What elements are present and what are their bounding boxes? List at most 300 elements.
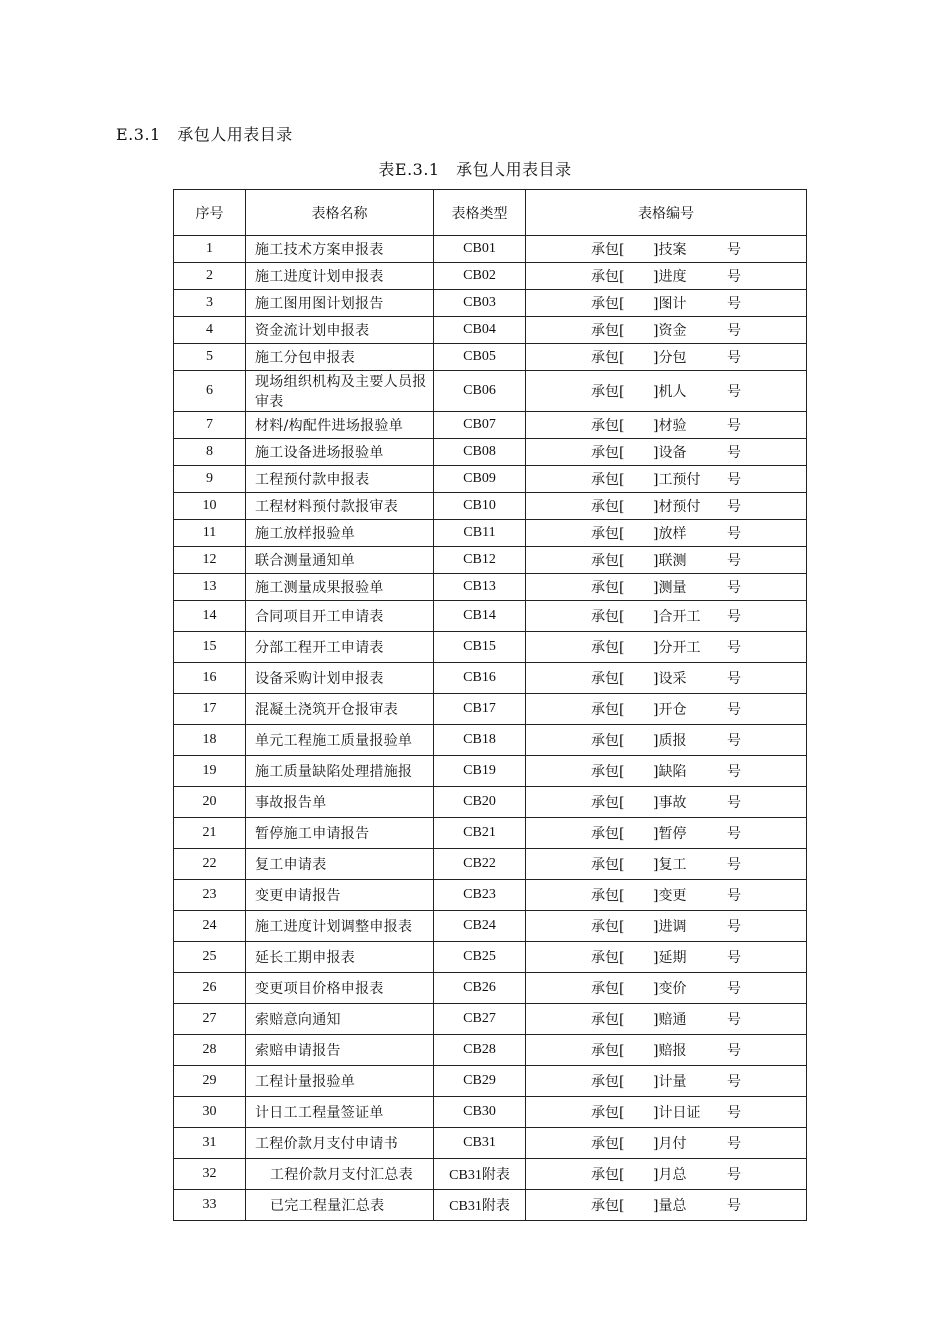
row-form-name: 施工进度计划申报表 (255, 269, 384, 285)
code-prefix: 承包[ (591, 553, 625, 569)
row-name-cell (246, 973, 434, 1004)
code-prefix: 承包[ (591, 580, 625, 596)
row-name-cell (246, 1066, 434, 1097)
row-form-code (526, 1097, 807, 1128)
row-form-name: 事故报告单 (255, 795, 327, 811)
code-abbreviation: ]月总 (653, 1167, 687, 1183)
code-prefix: 承包[ (591, 702, 625, 718)
row-form-name: 施工测量成果报验单 (255, 580, 384, 596)
row-form-code (526, 725, 807, 756)
code-prefix: 承包[ (591, 826, 625, 842)
row-name-cell (246, 236, 434, 263)
code-abbreviation: ]材验 (653, 418, 687, 434)
code-abbreviation: ]开仓 (653, 702, 687, 718)
row-form-name: 工程价款月支付申请书 (255, 1136, 398, 1152)
row-form-code (526, 849, 807, 880)
row-seq: 18 (174, 725, 246, 756)
row-name-cell (246, 694, 434, 725)
code-abbreviation: ]质报 (653, 733, 687, 749)
row-form-name: 混凝土浇筑开仓报审表 (255, 702, 398, 718)
row-seq: 11 (174, 520, 246, 547)
code-suffix: 号 (727, 553, 741, 569)
code-suffix: 号 (727, 580, 741, 596)
row-form-name: 合同项目开工申请表 (255, 609, 384, 625)
row-seq: 14 (174, 601, 246, 632)
row-name-cell (246, 263, 434, 290)
table-row (174, 818, 807, 849)
row-name-cell (246, 1035, 434, 1066)
row-form-type: CB10 (434, 493, 526, 520)
code-prefix: 承包[ (591, 418, 625, 434)
code-abbreviation: ]缺陷 (653, 764, 687, 780)
code-suffix: 号 (727, 888, 741, 904)
row-seq: 16 (174, 663, 246, 694)
code-prefix: 承包[ (591, 1136, 625, 1152)
contractor-forms-table (173, 189, 807, 1221)
row-form-type: CB17 (434, 694, 526, 725)
row-form-code (526, 371, 807, 412)
row-form-code (526, 574, 807, 601)
row-name-cell (246, 1097, 434, 1128)
row-seq: 20 (174, 787, 246, 818)
row-form-name: 分部工程开工申请表 (255, 640, 384, 656)
row-form-code (526, 787, 807, 818)
code-abbreviation: ]联测 (653, 553, 687, 569)
row-form-code (526, 818, 807, 849)
code-abbreviation: ]图计 (653, 296, 687, 312)
code-prefix: 承包[ (591, 857, 625, 873)
row-form-name: 工程价款月支付汇总表 (270, 1167, 413, 1183)
row-form-code (526, 694, 807, 725)
code-abbreviation: ]工预付 (653, 472, 701, 488)
table-row (174, 632, 807, 663)
table-row (174, 371, 807, 412)
table-row (174, 911, 807, 942)
row-name-cell (246, 787, 434, 818)
code-prefix: 承包[ (591, 919, 625, 935)
row-form-type: CB03 (434, 290, 526, 317)
row-seq: 1 (174, 236, 246, 263)
table-row (174, 493, 807, 520)
row-form-name: 材料/构配件进场报验单 (255, 418, 404, 434)
code-suffix: 号 (727, 526, 741, 542)
table-row (174, 263, 807, 290)
row-seq: 2 (174, 263, 246, 290)
row-seq: 17 (174, 694, 246, 725)
code-prefix: 承包[ (591, 526, 625, 542)
code-suffix: 号 (727, 795, 741, 811)
row-name-cell (246, 520, 434, 547)
row-form-name: 计日工工程量签证单 (255, 1105, 384, 1121)
table-row (174, 1066, 807, 1097)
row-form-name: 暂停施工申请报告 (255, 826, 370, 842)
row-form-code (526, 942, 807, 973)
row-form-type: CB30 (434, 1097, 526, 1128)
row-seq: 33 (174, 1190, 246, 1221)
row-name-cell (246, 880, 434, 911)
row-form-type: CB28 (434, 1035, 526, 1066)
row-form-type: CB01 (434, 236, 526, 263)
table-row (174, 942, 807, 973)
row-form-code (526, 973, 807, 1004)
code-prefix: 承包[ (591, 888, 625, 904)
row-form-type: CB12 (434, 547, 526, 574)
code-abbreviation: ]机人 (653, 384, 687, 400)
row-form-code (526, 263, 807, 290)
table-row (174, 880, 807, 911)
code-suffix: 号 (727, 418, 741, 434)
code-suffix: 号 (727, 296, 741, 312)
row-form-type: CB11 (434, 520, 526, 547)
row-form-code (526, 880, 807, 911)
row-form-type: CB02 (434, 263, 526, 290)
row-form-type: CB31附表 (434, 1159, 526, 1190)
code-suffix: 号 (727, 472, 741, 488)
code-prefix: 承包[ (591, 981, 625, 997)
row-seq: 31 (174, 1128, 246, 1159)
row-form-code (526, 493, 807, 520)
code-prefix: 承包[ (591, 1167, 625, 1183)
code-abbreviation: ]事故 (653, 795, 687, 811)
row-seq: 26 (174, 973, 246, 1004)
code-abbreviation: ]设采 (653, 671, 687, 687)
code-prefix: 承包[ (591, 609, 625, 625)
row-seq: 12 (174, 547, 246, 574)
row-form-name: 工程材料预付款报审表 (255, 499, 398, 515)
row-form-code (526, 1004, 807, 1035)
code-prefix: 承包[ (591, 242, 625, 258)
row-seq: 24 (174, 911, 246, 942)
code-prefix: 承包[ (591, 296, 625, 312)
code-suffix: 号 (727, 919, 741, 935)
row-name-cell (246, 493, 434, 520)
code-suffix: 号 (727, 1105, 741, 1121)
row-name-cell (246, 1190, 434, 1221)
header-name: 表格名称 (246, 190, 434, 236)
row-form-code (526, 439, 807, 466)
row-form-name: 索赔意向通知 (255, 1012, 341, 1028)
table-row (174, 1097, 807, 1128)
row-form-code (526, 290, 807, 317)
table-row (174, 290, 807, 317)
row-name-cell (246, 942, 434, 973)
table-row (174, 574, 807, 601)
row-form-name: 变更项目价格申报表 (255, 981, 384, 997)
row-form-name: 施工分包申报表 (255, 350, 356, 366)
table-row (174, 663, 807, 694)
row-name-cell (246, 1128, 434, 1159)
row-form-type: CB24 (434, 911, 526, 942)
row-form-type: CB07 (434, 412, 526, 439)
row-seq: 21 (174, 818, 246, 849)
row-form-code (526, 344, 807, 371)
code-prefix: 承包[ (591, 384, 625, 400)
row-seq: 8 (174, 439, 246, 466)
row-seq: 13 (174, 574, 246, 601)
row-form-type: CB25 (434, 942, 526, 973)
code-abbreviation: ]资金 (653, 323, 687, 339)
code-abbreviation: ]月付 (653, 1136, 687, 1152)
code-prefix: 承包[ (591, 640, 625, 656)
code-suffix: 号 (727, 269, 741, 285)
row-name-cell (246, 412, 434, 439)
row-form-code (526, 1190, 807, 1221)
code-prefix: 承包[ (591, 733, 625, 749)
row-seq: 4 (174, 317, 246, 344)
row-form-type: CB08 (434, 439, 526, 466)
table-row (174, 412, 807, 439)
row-seq: 23 (174, 880, 246, 911)
code-suffix: 号 (727, 384, 741, 400)
row-name-cell (246, 371, 434, 412)
row-form-type: CB31附表 (434, 1190, 526, 1221)
row-seq: 28 (174, 1035, 246, 1066)
code-suffix: 号 (727, 702, 741, 718)
row-form-type: CB21 (434, 818, 526, 849)
code-prefix: 承包[ (591, 795, 625, 811)
code-abbreviation: ]技案 (653, 242, 687, 258)
code-abbreviation: ]计日证 (653, 1105, 701, 1121)
code-suffix: 号 (727, 499, 741, 515)
code-abbreviation: ]测量 (653, 580, 687, 596)
row-form-name: 施工进度计划调整申报表 (255, 919, 413, 935)
code-abbreviation: ]变更 (653, 888, 687, 904)
row-form-name: 变更申请报告 (255, 888, 341, 904)
row-form-name: 施工技术方案申报表 (255, 242, 384, 258)
row-seq: 6 (174, 371, 246, 412)
row-form-name: 施工放样报验单 (255, 526, 356, 542)
code-abbreviation: ]暂停 (653, 826, 687, 842)
row-name-cell (246, 632, 434, 663)
row-form-type: CB26 (434, 973, 526, 1004)
row-form-name: 设备采购计划申报表 (255, 671, 384, 687)
code-abbreviation: ]赔通 (653, 1012, 687, 1028)
row-seq: 3 (174, 290, 246, 317)
code-prefix: 承包[ (591, 472, 625, 488)
table-row (174, 236, 807, 263)
code-abbreviation: ]分包 (653, 350, 687, 366)
header-seq: 序号 (174, 190, 246, 236)
row-name-cell (246, 663, 434, 694)
row-name-cell (246, 1004, 434, 1035)
code-abbreviation: ]分开工 (653, 640, 701, 656)
row-name-cell (246, 439, 434, 466)
row-form-type: CB16 (434, 663, 526, 694)
row-form-name: 联合测量通知单 (255, 553, 356, 569)
row-form-type: CB15 (434, 632, 526, 663)
row-form-type: CB06 (434, 371, 526, 412)
code-prefix: 承包[ (591, 1043, 625, 1059)
row-form-name: 工程预付款申报表 (255, 472, 370, 488)
code-abbreviation: ]设备 (653, 445, 687, 461)
code-abbreviation: ]材预付 (653, 499, 701, 515)
row-form-code (526, 520, 807, 547)
code-prefix: 承包[ (591, 1012, 625, 1028)
code-suffix: 号 (727, 733, 741, 749)
row-form-name: 单元工程施工质量报验单 (255, 733, 413, 749)
row-name-cell (246, 725, 434, 756)
row-name-cell (246, 317, 434, 344)
row-form-name: 复工申请表 (255, 857, 327, 873)
code-prefix: 承包[ (591, 499, 625, 515)
table-row (174, 439, 807, 466)
code-suffix: 号 (727, 1074, 741, 1090)
code-suffix: 号 (727, 671, 741, 687)
table-row (174, 787, 807, 818)
row-name-cell (246, 849, 434, 880)
row-name-cell (246, 756, 434, 787)
code-prefix: 承包[ (591, 764, 625, 780)
code-abbreviation: ]延期 (653, 950, 687, 966)
row-form-type: CB20 (434, 787, 526, 818)
row-form-code (526, 601, 807, 632)
row-form-code (526, 466, 807, 493)
table-caption: 表E.3.1 承包人用表目录 (378, 160, 572, 179)
row-form-code (526, 1128, 807, 1159)
row-form-code (526, 547, 807, 574)
code-suffix: 号 (727, 764, 741, 780)
row-form-type: CB09 (434, 466, 526, 493)
table-row (174, 725, 807, 756)
row-form-name: 施工质量缺陷处理措施报 (255, 764, 413, 780)
code-abbreviation: ]复工 (653, 857, 687, 873)
table-header-row (174, 190, 807, 236)
code-prefix: 承包[ (591, 269, 625, 285)
table-row (174, 466, 807, 493)
row-seq: 19 (174, 756, 246, 787)
code-abbreviation: ]计量 (653, 1074, 687, 1090)
row-seq: 10 (174, 493, 246, 520)
code-prefix: 承包[ (591, 1198, 625, 1214)
table-row (174, 973, 807, 1004)
row-seq: 30 (174, 1097, 246, 1128)
row-form-code (526, 1159, 807, 1190)
row-form-code (526, 632, 807, 663)
row-form-code (526, 663, 807, 694)
code-abbreviation: ]合开工 (653, 609, 701, 625)
row-seq: 25 (174, 942, 246, 973)
code-abbreviation: ]进调 (653, 919, 687, 935)
row-form-code (526, 911, 807, 942)
row-name-cell (246, 601, 434, 632)
row-seq: 9 (174, 466, 246, 493)
table-row (174, 849, 807, 880)
code-prefix: 承包[ (591, 671, 625, 687)
row-seq: 29 (174, 1066, 246, 1097)
row-form-name: 资金流计划申报表 (255, 323, 370, 339)
table-row (174, 1159, 807, 1190)
row-form-code (526, 317, 807, 344)
row-form-type: CB23 (434, 880, 526, 911)
row-seq: 5 (174, 344, 246, 371)
row-form-type: CB18 (434, 725, 526, 756)
row-name-cell (246, 466, 434, 493)
code-prefix: 承包[ (591, 950, 625, 966)
row-form-type: CB22 (434, 849, 526, 880)
row-name-cell (246, 574, 434, 601)
code-prefix: 承包[ (591, 445, 625, 461)
code-suffix: 号 (727, 826, 741, 842)
row-form-type: CB04 (434, 317, 526, 344)
code-prefix: 承包[ (591, 323, 625, 339)
row-form-type: CB27 (434, 1004, 526, 1035)
row-form-name: 施工设备进场报验单 (255, 445, 384, 461)
row-seq: 27 (174, 1004, 246, 1035)
code-suffix: 号 (727, 1167, 741, 1183)
code-suffix: 号 (727, 242, 741, 258)
row-form-name: 已完工程量汇总表 (270, 1198, 385, 1214)
row-form-code (526, 1066, 807, 1097)
row-form-name: 现场组织机构及主要人员报审表 (255, 374, 427, 410)
table-row (174, 547, 807, 574)
code-suffix: 号 (727, 1136, 741, 1152)
table-row (174, 756, 807, 787)
table-row (174, 1128, 807, 1159)
code-suffix: 号 (727, 981, 741, 997)
row-form-type: CB05 (434, 344, 526, 371)
table-body (174, 236, 807, 1221)
row-form-code (526, 756, 807, 787)
row-form-type: CB13 (434, 574, 526, 601)
row-seq: 15 (174, 632, 246, 663)
header-type: 表格类型 (434, 190, 526, 236)
row-name-cell (246, 1159, 434, 1190)
row-seq: 7 (174, 412, 246, 439)
code-abbreviation: ]进度 (653, 269, 687, 285)
table-row (174, 601, 807, 632)
row-name-cell (246, 344, 434, 371)
row-name-cell (246, 818, 434, 849)
row-name-cell (246, 290, 434, 317)
row-form-code (526, 1035, 807, 1066)
table-row (174, 1004, 807, 1035)
code-abbreviation: ]量总 (653, 1198, 687, 1214)
row-form-name: 索赔申请报告 (255, 1043, 341, 1059)
row-seq: 32 (174, 1159, 246, 1190)
row-form-name: 延长工期申报表 (255, 950, 356, 966)
code-prefix: 承包[ (591, 1074, 625, 1090)
code-abbreviation: ]放样 (653, 526, 687, 542)
row-form-name: 工程计量报验单 (255, 1074, 356, 1090)
table-row (174, 1190, 807, 1221)
code-suffix: 号 (727, 350, 741, 366)
table-row (174, 1035, 807, 1066)
code-abbreviation: ]变价 (653, 981, 687, 997)
row-seq: 22 (174, 849, 246, 880)
code-suffix: 号 (727, 857, 741, 873)
row-form-name: 施工图用图计划报告 (255, 296, 384, 312)
code-suffix: 号 (727, 1012, 741, 1028)
row-name-cell (246, 911, 434, 942)
row-form-type: CB29 (434, 1066, 526, 1097)
code-suffix: 号 (727, 445, 741, 461)
code-prefix: 承包[ (591, 1105, 625, 1121)
code-prefix: 承包[ (591, 350, 625, 366)
table-row (174, 344, 807, 371)
code-suffix: 号 (727, 1043, 741, 1059)
row-form-code (526, 412, 807, 439)
table-row (174, 317, 807, 344)
row-name-cell (246, 547, 434, 574)
code-suffix: 号 (727, 609, 741, 625)
code-suffix: 号 (727, 640, 741, 656)
row-form-type: CB14 (434, 601, 526, 632)
row-form-code (526, 236, 807, 263)
section-heading: E.3.1 承包人用表目录 (116, 125, 293, 144)
code-abbreviation: ]赔报 (653, 1043, 687, 1059)
header-code: 表格编号 (526, 190, 807, 236)
row-form-type: CB31 (434, 1128, 526, 1159)
